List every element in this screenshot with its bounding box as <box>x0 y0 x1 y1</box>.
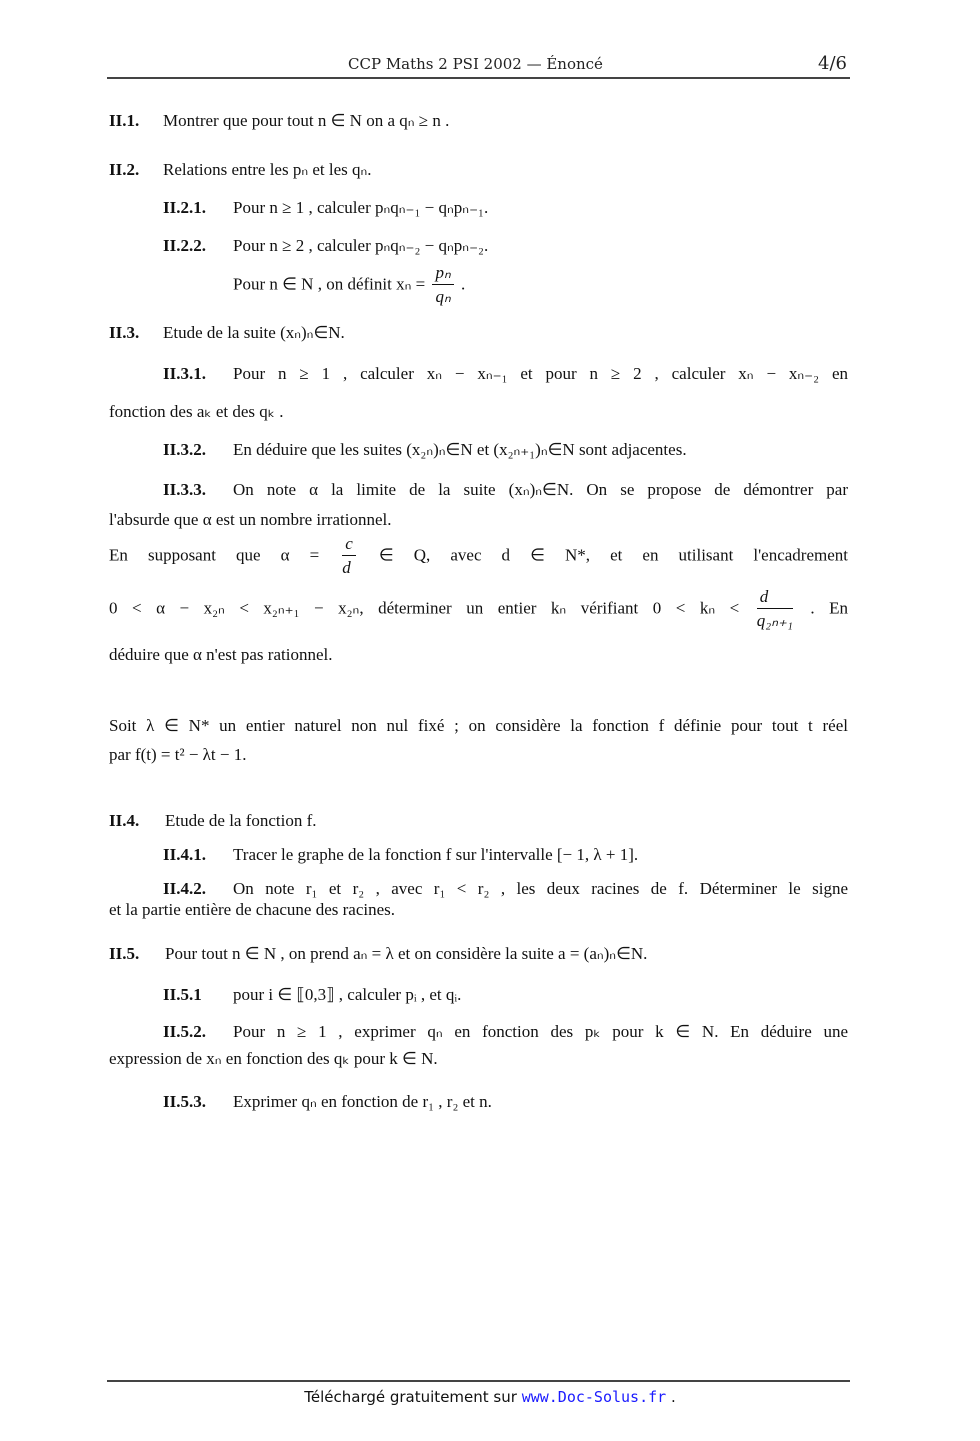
footer-text: Téléchargé gratuitement sur <box>304 1388 517 1406</box>
text-line: Etude de la fonction f. <box>165 811 317 830</box>
text-line: par f(t) = t² − λt − 1. <box>109 745 247 764</box>
text-line: fonction des aₖ et des qₖ . <box>109 402 284 421</box>
section-label: II.2.1. <box>163 198 206 217</box>
page-number: 4/6 <box>818 53 847 74</box>
section-label: II.1. <box>109 111 140 130</box>
denominator: q₂ₙ₊₁ <box>756 611 793 630</box>
text-line <box>233 262 465 309</box>
text-line: et la partie entière de chacune des racines. <box>109 900 396 919</box>
text-line: Pour n ≥ 1 , calculer pₙqₙ₋₁ − qₙpₙ₋₁. <box>233 198 489 217</box>
text-line: Soit λ ∈ N* un entier naturel non nul fixé ; on considère la fonction f définie pour tout t réel <box>109 716 848 735</box>
footer <box>0 1388 980 1406</box>
text-line: On note α la limite de la suite (xₙ)ₙ∈N. On se propose de démontrer par <box>233 480 848 499</box>
footer-end: . <box>666 1388 676 1406</box>
section-label: II.3.1. <box>163 364 206 383</box>
text-line: On note r₁ et r₂ , avec r₁ < r₂ , les deux racines de f. Déterminer le signe <box>233 879 848 898</box>
section-label: II.4.2. <box>163 879 206 898</box>
text-line: déduire que α n'est pas rationnel. <box>109 645 333 664</box>
text-line: Exprimer qₙ en fonction de r₁ , r₂ et n. <box>233 1092 492 1111</box>
section-label: II.3.3. <box>163 480 206 499</box>
text-line: Montrer que pour tout n ∈ N on a qₙ ≥ n . <box>163 111 450 130</box>
text-line: expression de xₙ en fonction des qₖ pour k ∈ N. <box>109 1049 438 1068</box>
text-line: Etude de la suite (xₙ)ₙ∈N. <box>163 323 345 342</box>
text-segment: En supposant que α = <box>109 545 320 565</box>
section-label: II.4. <box>109 811 140 830</box>
section-label: II.2. <box>109 160 140 179</box>
fraction <box>342 533 356 580</box>
text-line: Tracer le graphe de la fonction f sur l'intervalle [− 1, λ + 1]. <box>233 845 639 864</box>
section-label: II.5.1 <box>163 985 202 1004</box>
text-segment: ∈ Q, avec d ∈ N*, et en utilisant l'encadrement <box>378 545 848 565</box>
section-label: II.2.2. <box>163 236 206 255</box>
fraction <box>432 262 453 309</box>
text-line: Relations entre les pₙ et les qₙ. <box>163 160 372 179</box>
numerator: pₙ <box>432 262 453 285</box>
header-rule <box>107 77 850 79</box>
text-line: l'absurde que α est un nombre irrationnel. <box>109 510 392 529</box>
doc-solus-link[interactable]: www.Doc-Solus.fr <box>521 1388 667 1406</box>
text-line: pour i ∈ ⟦0,3⟧ , calculer pᵢ , et qᵢ. <box>233 985 462 1004</box>
text-line: Pour n ≥ 1 , calculer xₙ − xₙ₋₁ et pour n ≥ 2 , calculer xₙ − xₙ₋₂ en <box>233 364 848 383</box>
text-segment: Pour n ∈ N , on définit xₙ = <box>233 274 426 294</box>
fraction <box>757 586 793 633</box>
section-label: II.3.2. <box>163 440 206 459</box>
footer-rule <box>107 1380 850 1382</box>
denominator: d <box>342 558 351 577</box>
text-line <box>109 533 848 580</box>
text-segment: . <box>460 274 466 294</box>
section-label: II.5.2. <box>163 1022 206 1041</box>
text-line <box>109 586 848 633</box>
denominator: qₙ <box>435 287 451 306</box>
header-title: CCP Maths 2 PSI 2002 — Énoncé <box>348 55 603 73</box>
text-line: Pour n ≥ 2 , calculer pₙqₙ₋₂ − qₙpₙ₋₂. <box>233 236 489 255</box>
text-line: En déduire que les suites (x₂ₙ)ₙ∈N et (x₂ₙ₊₁)ₙ∈N sont adjacentes. <box>233 440 687 459</box>
text-segment: . En <box>810 598 849 618</box>
numerator: d <box>757 586 793 609</box>
section-label: II.5. <box>109 944 140 963</box>
section-label: II.3. <box>109 323 140 342</box>
section-label: II.4.1. <box>163 845 206 864</box>
numerator: c <box>342 533 356 556</box>
section-label: II.5.3. <box>163 1092 206 1111</box>
text-segment: 0 < α − x₂ₙ < x₂ₙ₊₁ − x₂ₙ, déterminer un entier kₙ vérifiant 0 < kₙ < <box>109 598 740 618</box>
text-line: Pour tout n ∈ N , on prend aₙ = λ et on considère la suite a = (aₙ)ₙ∈N. <box>165 944 648 963</box>
text-line: Pour n ≥ 1 , exprimer qₙ en fonction des pₖ pour k ∈ N. En déduire une <box>233 1022 848 1041</box>
